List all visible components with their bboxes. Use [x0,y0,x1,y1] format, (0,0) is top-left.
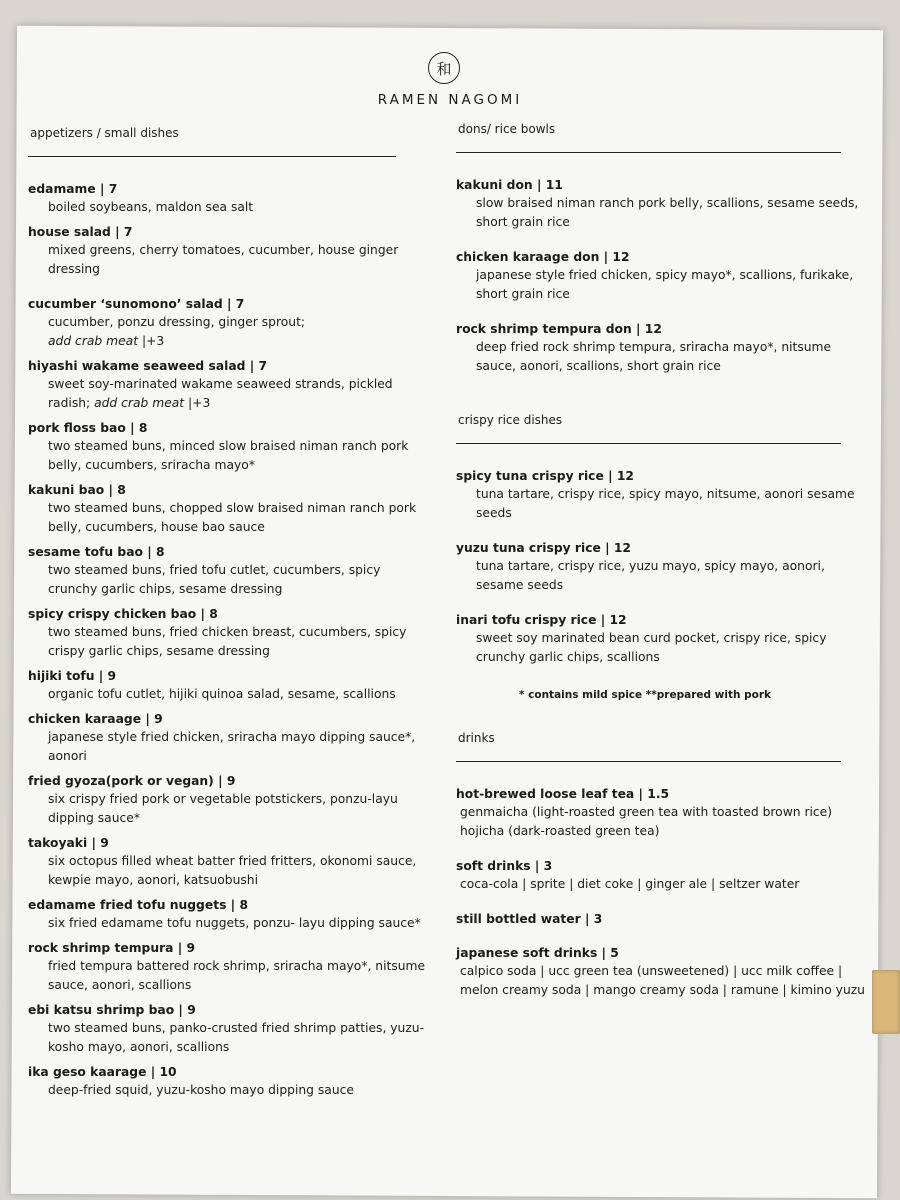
item-desc [28,313,428,351]
item-desc: two steamed buns, fried tofu cutlet, cucumbers, spicy crunchy garlic chips, sesame dressing [48,563,381,596]
item-name: soft drinks | 3 [456,859,553,873]
item-desc: fried tempura battered rock shrimp, sriracha mayo*, nitsume sauce, aonori, scallions [48,959,426,992]
item-desc: two steamed buns, minced slow braised niman ranch pork belly, cucumbers, sriracha mayo* [48,439,409,472]
item-desc: two steamed buns, fried chicken breast, cucumbers, spicy crispy garlic chips, sesame dressing [48,625,407,658]
item-name: chicken karaage | 9 [28,712,163,726]
menu-item-ika-geso [28,1064,428,1100]
item-desc-line: hojicha (dark-roasted green tea) [460,824,660,838]
menu-item-japanese-soft-drinks [456,945,874,1000]
item-name: hiyashi wakame seaweed salad | 7 [28,359,268,373]
drinks-title: drinks [458,731,495,745]
item-name: edamame | 7 [28,182,118,196]
spacer [456,530,874,540]
item-name: house salad | 7 [28,225,133,239]
menu-item-kakuni-bao [28,482,428,537]
spacer [456,602,874,612]
item-addon: add crab meat [94,396,185,410]
item-name: kakuni don | 11 [456,178,563,192]
item-desc-line: coca-cola | sprite | diet coke | ginger ale | seltzer water [460,877,800,891]
item-name: pork floss bao | 8 [28,421,148,435]
item-name: cucumber ‘sunomono’ salad | 7 [28,297,245,311]
spacer [456,311,874,321]
item-desc: two steamed buns, chopped slow braised niman ranch pork belly, cucumbers, house bao sauce [48,501,417,534]
appetizers-title: appetizers / small dishes [30,126,179,140]
crispy-title: crispy rice dishes [458,413,563,427]
section-divider [456,152,841,153]
item-name: edamame fried tofu nuggets | 8 [28,898,249,912]
item-desc: deep fried rock shrimp tempura, sriracha mayo*, nitsume sauce, aonori, scallions, short grain rice [476,340,832,373]
menu-item-karaage-don [456,249,874,304]
item-desc-line: melon creamy soda | mango creamy soda | ramune | kimino yuzu [460,983,865,997]
menu-item-tempura-don [456,321,874,376]
item-desc: boiled soybeans, maldon sea salt [48,200,254,214]
item-name: spicy crispy chicken bao | 8 [28,607,218,621]
menu-item-pork-floss-bao [28,420,428,475]
menu-item-tofu-nuggets [28,897,428,933]
spacer [456,935,874,945]
appetizers-column [28,126,428,1107]
menu-item-takoyaki [28,835,428,890]
item-desc: six crispy fried pork or vegetable potstickers, ponzu-layu dipping sauce* [48,792,398,825]
item-addon-price: |+3 [138,334,165,348]
item-desc: two steamed buns, panko-crusted fried shrimp patties, yuzu-kosho mayo, aonori, scallions [48,1021,425,1054]
section-divider [28,156,396,157]
menu-item-spicy-chicken-bao [28,606,428,661]
item-desc [28,375,428,413]
item-desc: sweet soy marinated bean curd pocket, crispy rice, spicy crunchy garlic chips, scallions [476,631,827,664]
item-name: fried gyoza(pork or vegan) | 9 [28,774,236,788]
item-name: ebi katsu shrimp bao | 9 [28,1003,196,1017]
item-name: spicy tuna crispy rice | 12 [456,469,634,483]
item-desc: tuna tartare, crispy rice, yuzu mayo, spicy mayo, aonori, sesame seeds [476,559,825,592]
section-divider [456,443,841,444]
restaurant-name: RAMEN NAGOMI [377,92,523,108]
menu-item-inari-tofu-rice [456,612,874,667]
section-divider [456,761,841,762]
menu-item-soft-drinks [456,858,874,894]
item-name: rock shrimp tempura | 9 [28,941,196,955]
menu-item-chicken-karaage [28,711,428,766]
item-desc: japanese style fried chicken, sriracha mayo dipping sauce*, aonori [48,730,416,763]
menu-item-hijiki-tofu [28,668,428,704]
spice-note: * contains mild spice **prepared with pork [518,689,772,701]
item-desc-text: cucumber, ponzu dressing, ginger sprout; [48,315,306,329]
item-desc: japanese style fried chicken, spicy mayo*, scallions, furikake, short grain rice [476,268,854,301]
menu-item-spicy-tuna-rice [456,468,874,523]
spacer [456,383,874,413]
menu-item-fried-gyoza [28,773,428,828]
item-name: yuzu tuna crispy rice | 12 [456,541,631,555]
item-desc: mixed greens, cherry tomatoes, cucumber, house ginger dressing [48,243,399,276]
item-desc: deep-fried squid, yuzu-kosho mayo dipping sauce [48,1083,354,1097]
menu-item-wakame [28,358,428,413]
right-column [456,122,874,1007]
item-desc: six octopus filled wheat batter fried fritters, okonomi sauce, kewpie mayo, aonori, katsuobushi [48,854,417,887]
item-desc-line: genmaicha (light-roasted green tea with toasted brown rice) [460,805,833,819]
item-name: still bottled water | 3 [456,912,603,926]
wooden-block [872,970,900,1034]
spacer [456,239,874,249]
spacer [456,901,874,911]
menu-item-kakuni-don [456,177,874,232]
spacer [28,286,428,296]
menu-item-bottled-water [456,911,874,928]
item-name: hot-brewed loose leaf tea | 1.5 [456,787,670,801]
item-desc: tuna tartare, crispy rice, spicy mayo, nitsume, aonori sesame seeds [476,487,855,520]
item-addon-price: |+3 [184,396,211,410]
menu-item-edamame [28,181,428,217]
nagomi-logo-icon: 和 [428,52,460,84]
item-name: chicken karaage don | 12 [456,250,630,264]
item-addon: add crab meat [48,334,139,348]
menu-item-house-salad [28,224,428,279]
menu-item-loose-leaf-tea [456,786,874,841]
item-desc: slow braised niman ranch pork belly, scallions, sesame seeds, short grain rice [476,196,859,229]
item-desc: six fried edamame tofu nuggets, ponzu- layu dipping sauce* [48,916,421,930]
spacer [456,701,874,731]
menu-item-rock-shrimp-tempura [28,940,428,995]
item-name: hijiki tofu | 9 [28,669,117,683]
menu-item-yuzu-tuna-rice [456,540,874,595]
menu-item-sesame-tofu-bao [28,544,428,599]
item-name: ika geso kaarage | 10 [28,1065,177,1079]
item-name: kakuni bao | 8 [28,483,126,497]
item-desc-line: calpico soda | ucc green tea (unsweetened) | ucc milk coffee | [460,964,843,978]
menu-item-ebi-katsu-bao [28,1002,428,1057]
item-desc: organic tofu cutlet, hijiki quinoa salad, sesame, scallions [48,687,396,701]
item-name: rock shrimp tempura don | 12 [456,322,662,336]
dons-title: dons/ rice bowls [458,122,556,136]
spacer [456,848,874,858]
item-name: sesame tofu bao | 8 [28,545,165,559]
item-desc-text: sweet soy-marinated wakame seaweed strands, pickled radish; [48,377,393,410]
item-name: japanese soft drinks | 5 [456,946,619,960]
menu-item-sunomono [28,296,428,351]
item-name: inari tofu crispy rice | 12 [456,613,627,627]
item-name: takoyaki | 9 [28,836,109,850]
